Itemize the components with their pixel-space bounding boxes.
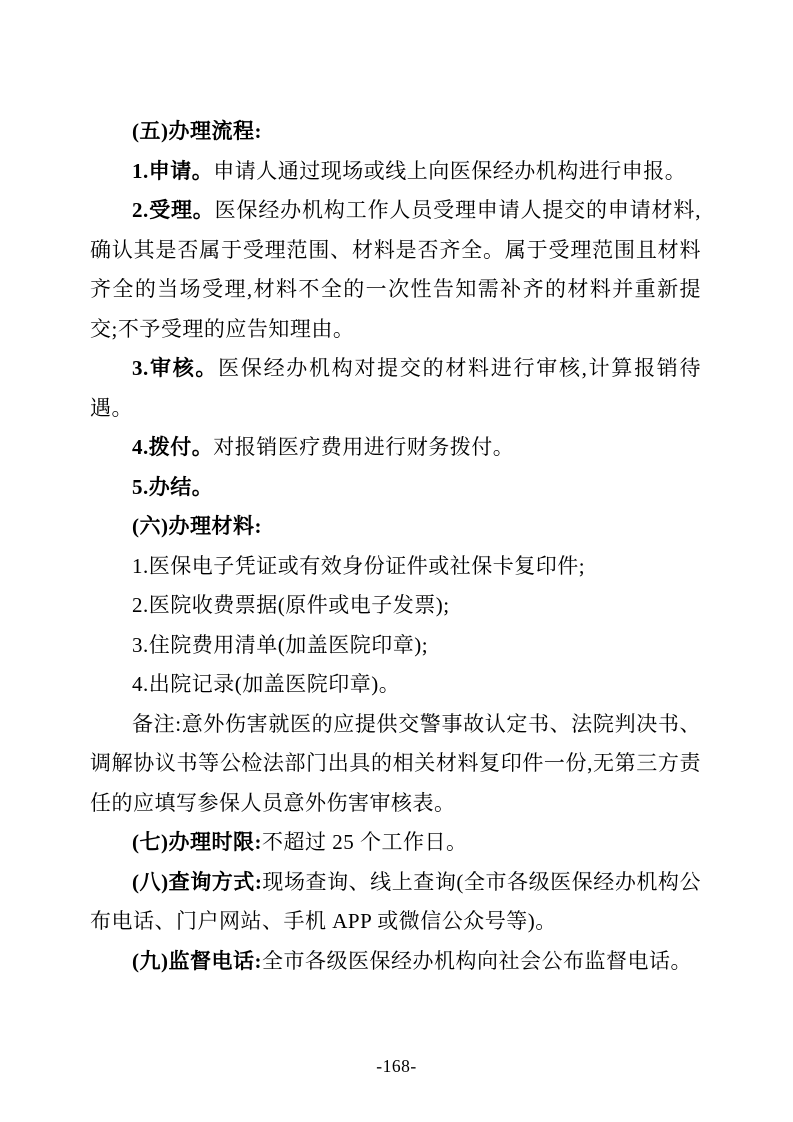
paragraph-label: (五)办理流程: [132, 119, 262, 143]
paragraph-text: 不超过 25 个工作日。 [261, 830, 468, 854]
paragraph [90, 349, 701, 428]
paragraph-text: 全市各级医保经办机构向社会公布监督电话。 [261, 948, 692, 973]
paragraph-text: 对报销医疗费用进行财务拨付。 [213, 435, 515, 459]
paragraph-text: 医保经办机构对提交的材料进行审核,计算报销待遇。 [90, 356, 702, 420]
document-body [90, 112, 701, 981]
paragraph [90, 191, 701, 349]
paragraph [90, 863, 701, 942]
paragraph [90, 586, 701, 626]
paragraph-label: (六)办理材料: [132, 514, 262, 538]
paragraph-label: (七)办理时限: [132, 830, 262, 854]
paragraph-text: 4.出院记录(加盖医院印章)。 [132, 672, 401, 696]
paragraph [90, 152, 701, 192]
paragraph [90, 942, 701, 982]
paragraph-text: 3.住院费用清单(加盖医院印章); [132, 632, 429, 657]
paragraph [90, 468, 701, 508]
page-number: -168- [376, 1056, 417, 1076]
paragraph-text: 申请人通过现场或线上向医保经办机构进行申报。 [213, 158, 687, 183]
paragraph [90, 428, 701, 468]
paragraph-label: 4.拨付。 [132, 435, 214, 459]
paragraph-text: 1.医保电子凭证或有效身份证件或社保卡复印件; [132, 553, 586, 578]
paragraph [90, 547, 701, 587]
paragraph [90, 705, 701, 824]
paragraph-label: 5.办结。 [132, 474, 214, 499]
paragraph-label: (八)查询方式: [132, 869, 263, 894]
paragraph-label: 1.申请。 [132, 158, 214, 183]
paragraph-text: 2.医院收费票据(原件或电子发票); [132, 593, 450, 617]
paragraph-label: 3.审核。 [132, 356, 219, 380]
paragraph-text: 备注:意外伤害就医的应提供交警事故认定书、法院判决书、调解协议书等公检法部门出具的相关材料复印件一份,无第三方责任的应填写参保人员意外伤害审核表。 [90, 711, 701, 815]
paragraph-text: 现场查询、线上查询(全市各级医保经办机构公布电话、门户网站、手机 APP 或微信公众号等)。 [90, 869, 701, 933]
paragraph [90, 507, 701, 547]
paragraph [90, 112, 701, 152]
paragraph-label: 2.受理。 [132, 198, 215, 222]
paragraph-text: 医保经办机构工作人员受理申请人提交的申请材料,确认其是否属于受理范围、材料是否齐全。属于受理范围且材料齐全的当场受理,材料不全的一次性告知需补齐的材料并重新提交;不予受理的应告知理由。 [90, 198, 702, 341]
paragraph [90, 665, 701, 705]
paragraph [90, 626, 701, 666]
paragraph [90, 823, 701, 863]
paragraph-label: (九)监督电话: [132, 948, 262, 973]
